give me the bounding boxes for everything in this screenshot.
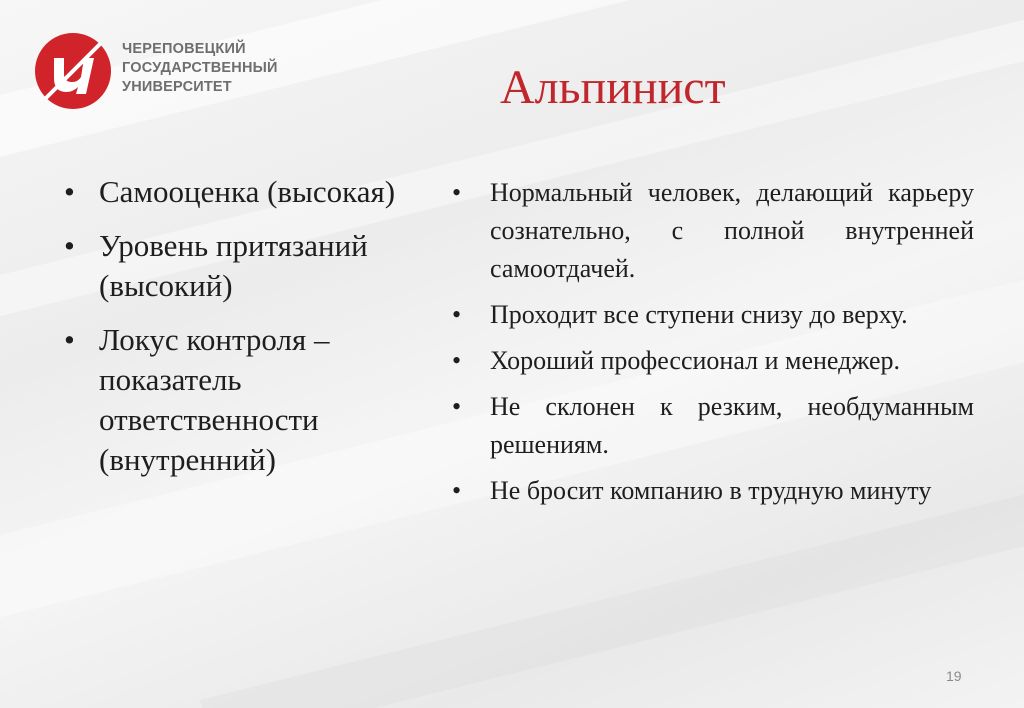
right-bullet-item: • Не бросит компанию в трудную минуту: [452, 472, 974, 510]
page-number: 19: [946, 668, 962, 684]
left-bullet-item: • Локус контроля – показатель ответственности (внутренний): [64, 320, 404, 480]
right-bullet-item: • Хороший профессионал и менеджер.: [452, 342, 974, 380]
right-bullet-item: • Нормальный человек, делающий карьеру сознательно, с полной внутренней самоотдачей.: [452, 174, 974, 288]
left-bullet-item: • Самооценка (высокая): [64, 172, 404, 212]
university-name-line: ЧЕРЕПОВЕЦКИЙ: [122, 41, 246, 57]
left-bullet-item: • Уровень притязаний (высокий): [64, 226, 404, 306]
right-bullet-list: [452, 174, 974, 518]
right-bullet-item: • Не склонен к резким, необдуманным решениям.: [452, 388, 974, 464]
university-name: [122, 40, 278, 97]
right-bullet-item: • Проходит все ступени снизу до верху.: [452, 296, 974, 334]
university-name-line: УНИВЕРСИТЕТ: [122, 79, 232, 95]
university-logo-icon: [34, 32, 112, 110]
slide-title: Альпинист: [500, 61, 726, 114]
university-name-line: ГОСУДАРСТВЕННЫЙ: [122, 60, 278, 76]
left-bullet-list: [64, 172, 404, 494]
